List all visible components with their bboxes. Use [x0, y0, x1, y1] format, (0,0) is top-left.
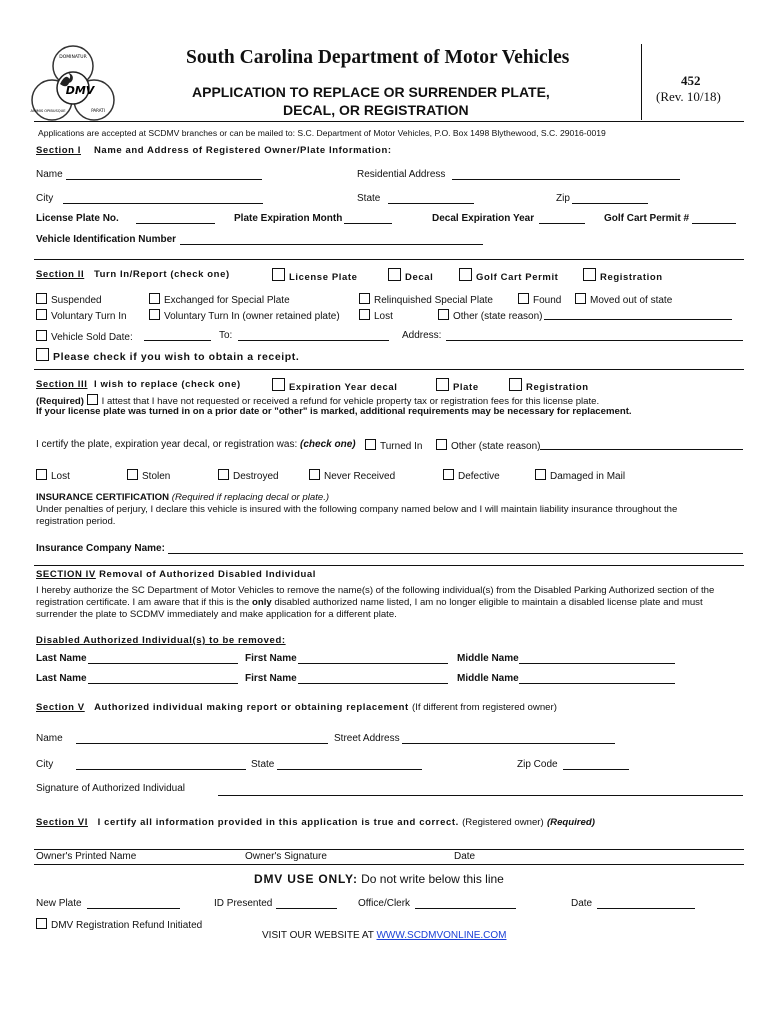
auth-zip-label: Zip Code — [517, 759, 558, 770]
checkbox-icon[interactable] — [359, 293, 370, 304]
form-number: 452 — [681, 73, 701, 88]
middle-name-field-1[interactable] — [519, 663, 675, 664]
residential-address-field[interactable] — [452, 179, 680, 180]
golf-cart-permit-field[interactable] — [692, 223, 736, 224]
sold-address-field[interactable] — [446, 340, 743, 341]
checkbox-icon[interactable] — [436, 378, 449, 391]
check-defective[interactable]: Defective — [443, 469, 500, 482]
middle-name-field-2[interactable] — [519, 683, 675, 684]
golf-cart-permit-label: Golf Cart Permit # — [604, 213, 690, 224]
checkbox-icon[interactable] — [436, 439, 447, 450]
owner-zip-label: Zip — [556, 193, 570, 204]
checkbox-icon[interactable] — [36, 293, 47, 304]
check-voluntary[interactable]: Voluntary Turn In — [36, 309, 127, 322]
checkbox-icon[interactable] — [309, 469, 320, 480]
seal-right-text: PARATI — [91, 108, 105, 113]
office-clerk-field[interactable] — [415, 908, 516, 909]
checkbox-icon[interactable] — [36, 330, 47, 341]
checkbox-icon[interactable] — [218, 469, 229, 480]
owner-city-label: City — [36, 193, 54, 204]
section-rule — [34, 864, 744, 865]
owner-state-label: State — [357, 193, 381, 204]
owner-date-label: Date — [454, 851, 476, 862]
dmv-date-label: Date — [571, 898, 593, 909]
checkbox-icon[interactable] — [583, 268, 596, 281]
option-registration[interactable]: Registration — [583, 268, 663, 283]
auth-street-label: Street Address — [334, 733, 400, 744]
disabled-individuals-title: Disabled Authorized Individual(s) to be removed: — [36, 635, 286, 646]
check-refund-initiated[interactable]: DMV Registration Refund Initiated — [36, 918, 202, 931]
checkbox-icon[interactable] — [127, 469, 138, 480]
sold-to-field[interactable] — [238, 340, 389, 341]
last-name-field-2[interactable] — [88, 683, 238, 684]
section6-heading: Section VI I certify all information provided in this application is true and correct. (Registered owner) (Required) — [36, 817, 595, 828]
insurance-heading: INSURANCE CERTIFICATION (Required if replacing decal or plate.) — [36, 492, 330, 503]
vin-label: Vehicle Identification Number — [36, 234, 177, 245]
auth-zip-field[interactable] — [563, 769, 629, 770]
checkbox-icon[interactable] — [575, 293, 586, 304]
check-lost[interactable]: Lost — [359, 309, 393, 322]
section5-heading: Section V Authorized individual making report or obtaining replacement (If different from registered owner) — [36, 702, 557, 713]
owner-name-field[interactable] — [66, 179, 262, 180]
first-name-label-1: First Name — [245, 653, 297, 664]
header-rule — [34, 121, 744, 122]
owner-signature-line[interactable] — [34, 849, 744, 850]
check-exchanged[interactable]: Exchanged for Special Plate — [149, 293, 290, 306]
checkbox-icon[interactable] — [438, 309, 449, 320]
option-golf-cart-permit[interactable]: Golf Cart Permit — [459, 268, 558, 283]
check-other-reason[interactable]: Other (state reason) — [436, 439, 540, 452]
last-name-field-1[interactable] — [88, 663, 238, 664]
dmv-use-only: DMV USE ONLY: Do not write below this line — [254, 872, 504, 886]
check-turned-in[interactable]: Turned In — [365, 439, 422, 452]
checkbox-icon[interactable] — [272, 378, 285, 391]
section2-heading: Section II Turn In/Report (check one) — [36, 269, 230, 280]
mail-note: Applications are accepted at SCDMV branches or can be mailed to: S.C. Department of Motor Vehicles, P.O. Box 1498 Blythewood, S.C. 29016-0019 — [38, 128, 606, 138]
checkbox-icon[interactable] — [388, 268, 401, 281]
first-name-field-1[interactable] — [298, 663, 448, 664]
checkbox-icon[interactable] — [149, 293, 160, 304]
replace-plate[interactable]: Plate — [436, 378, 479, 393]
check-damaged[interactable]: Damaged in Mail — [535, 469, 625, 482]
section3-heading: Section III I wish to replace (check one) — [36, 379, 241, 390]
checkbox-icon[interactable] — [36, 469, 47, 480]
insurance-company-label: Insurance Company Name: — [36, 543, 165, 554]
option-license-plate[interactable]: License Plate — [272, 268, 358, 283]
sold-to-label: To: — [219, 330, 233, 341]
middle-name-label-1: Middle Name — [457, 653, 519, 664]
auth-state-field[interactable] — [277, 769, 422, 770]
section-rule — [34, 565, 744, 566]
attest-statement: (Required) I attest that I have not requested or received a refund for vehicle property tax or registration fees for this license plate. — [36, 396, 600, 407]
last-name-label-1: Last Name — [36, 653, 87, 664]
receipt-option[interactable]: Please check if you wish to obtain a receipt. — [36, 348, 299, 363]
plate-expiration-field[interactable] — [344, 223, 392, 224]
license-plate-label: License Plate No. — [36, 213, 119, 224]
check-stolen[interactable]: Stolen — [127, 469, 170, 482]
owner-zip-field[interactable] — [572, 203, 648, 204]
agency-title: South Carolina Department of Motor Vehicles — [186, 47, 570, 68]
auth-city-label: City — [36, 759, 54, 770]
replacement-warning: If your license plate was turned in on a prior date or "other" is marked, additional requirements may be necessary for replacement. — [36, 406, 632, 417]
check-relinquished[interactable]: Relinquished Special Plate — [359, 293, 493, 306]
decal-expiration-label: Decal Expiration Year — [432, 213, 535, 224]
checkbox-icon[interactable] — [535, 469, 546, 480]
residential-address-label: Residential Address — [357, 169, 446, 180]
header-divider — [641, 44, 642, 120]
auth-signature-label: Signature of Authorized Individual — [36, 783, 185, 794]
owner-printed-name-label: Owner's Printed Name — [36, 851, 137, 862]
license-plate-field[interactable] — [136, 223, 215, 224]
form-revision: (Rev. 10/18) — [656, 89, 721, 104]
form-title-line1: APPLICATION TO REPLACE OR SURRENDER PLATE, — [192, 84, 550, 100]
auth-state-label: State — [251, 759, 275, 770]
auth-signature-field[interactable] — [218, 795, 743, 796]
form-title-line2: DECAL, OR REGISTRATION — [283, 102, 469, 118]
new-plate-label: New Plate — [36, 898, 82, 909]
checkbox-icon[interactable] — [359, 309, 370, 320]
section1-heading: Section I Name and Address of Registered Owner/Plate Information: — [36, 145, 392, 156]
checkbox-icon[interactable] — [36, 348, 49, 361]
auth-name-field[interactable] — [76, 743, 328, 744]
auth-name-label: Name — [36, 733, 63, 744]
id-presented-field[interactable] — [276, 908, 337, 909]
check-never-received[interactable]: Never Received — [309, 469, 395, 482]
section4-text: I hereby authorize the SC Department of Motor Vehicles to remove the name(s) of the following individual(s) from the Disabled Parking Authorized section of the registration certificate. I am aware that if this is the only disabled authorized name listed, I am no longer eligible to maintain a disabled license plate and must surrender the plate to SCDMV immediately and make application for a different plate. — [36, 585, 715, 620]
office-clerk-label: Office/Clerk — [358, 898, 411, 909]
checkbox-icon[interactable] — [36, 918, 47, 929]
last-name-label-2: Last Name — [36, 673, 87, 684]
certify-statement: I certify the plate, expiration year decal, or registration was: (check one) — [36, 439, 356, 450]
check-lost-3[interactable]: Lost — [36, 469, 70, 482]
decal-expiration-field[interactable] — [539, 223, 585, 224]
vin-field[interactable] — [180, 244, 483, 245]
insurance-text: Under penalties of perjury, I declare this vehicle is insured with the following company named below and I will maintain liability insurance throughout the registration period. — [36, 504, 678, 527]
first-name-field-2[interactable] — [298, 683, 448, 684]
auth-street-field[interactable] — [402, 743, 615, 744]
owner-state-field[interactable] — [388, 203, 474, 204]
owner-signature-label: Owner's Signature — [245, 851, 327, 862]
checkbox-icon[interactable] — [459, 268, 472, 281]
checkbox-icon[interactable] — [443, 469, 454, 480]
sold-date-field[interactable] — [144, 340, 211, 341]
checkbox-icon[interactable] — [36, 309, 47, 320]
website-note: VISIT OUR WEBSITE AT WWW.SCDMVONLINE.COM — [262, 930, 507, 941]
check-vehicle-sold[interactable]: Vehicle Sold Date: — [36, 330, 133, 343]
owner-city-field[interactable] — [63, 203, 263, 204]
check-suspended[interactable]: Suspended — [36, 293, 102, 306]
section4-heading: SECTION IV Removal of Authorized Disabled Individual — [36, 569, 317, 580]
check-destroyed[interactable]: Destroyed — [218, 469, 279, 482]
option-decal[interactable]: Decal — [388, 268, 433, 283]
replace-expiration-decal[interactable]: Expiration Year decal — [272, 378, 398, 393]
seal-top-text: DOMINATUR — [59, 55, 87, 60]
seal-dmv-text: DMV — [65, 84, 95, 97]
section-rule — [34, 259, 744, 260]
other-reason-field[interactable] — [544, 319, 732, 320]
checkbox-icon[interactable] — [518, 293, 529, 304]
auth-city-field[interactable] — [76, 769, 246, 770]
new-plate-field[interactable] — [87, 908, 180, 909]
scdmv-seal-logo — [30, 44, 116, 122]
check-found[interactable]: Found — [518, 293, 561, 306]
middle-name-label-2: Middle Name — [457, 673, 519, 684]
insurance-company-field[interactable] — [168, 553, 743, 554]
check-moved[interactable]: Moved out of state — [575, 293, 672, 306]
dmv-date-field[interactable] — [597, 908, 695, 909]
replace-registration[interactable]: Registration — [509, 378, 589, 393]
owner-name-label: Name — [36, 169, 63, 180]
checkbox-icon[interactable] — [272, 268, 285, 281]
check-other[interactable]: Other (state reason) — [438, 309, 542, 322]
plate-expiration-label: Plate Expiration Month — [234, 213, 343, 224]
first-name-label-2: First Name — [245, 673, 297, 684]
other-reason-field-3[interactable] — [540, 449, 743, 450]
section-rule — [34, 369, 744, 370]
checkbox-icon[interactable] — [509, 378, 522, 391]
sold-address-label: Address: — [402, 330, 442, 341]
website-link[interactable]: WWW.SCDMVONLINE.COM — [376, 930, 507, 941]
check-voluntary-owner[interactable]: Voluntary Turn In (owner retained plate) — [149, 309, 340, 322]
checkbox-icon[interactable] — [365, 439, 376, 450]
attest-checkbox-icon[interactable] — [87, 394, 98, 405]
id-presented-label: ID Presented — [214, 898, 273, 909]
checkbox-icon[interactable] — [149, 309, 160, 320]
seal-left-text: ANIMIS OPIBUSQUE — [30, 109, 66, 113]
